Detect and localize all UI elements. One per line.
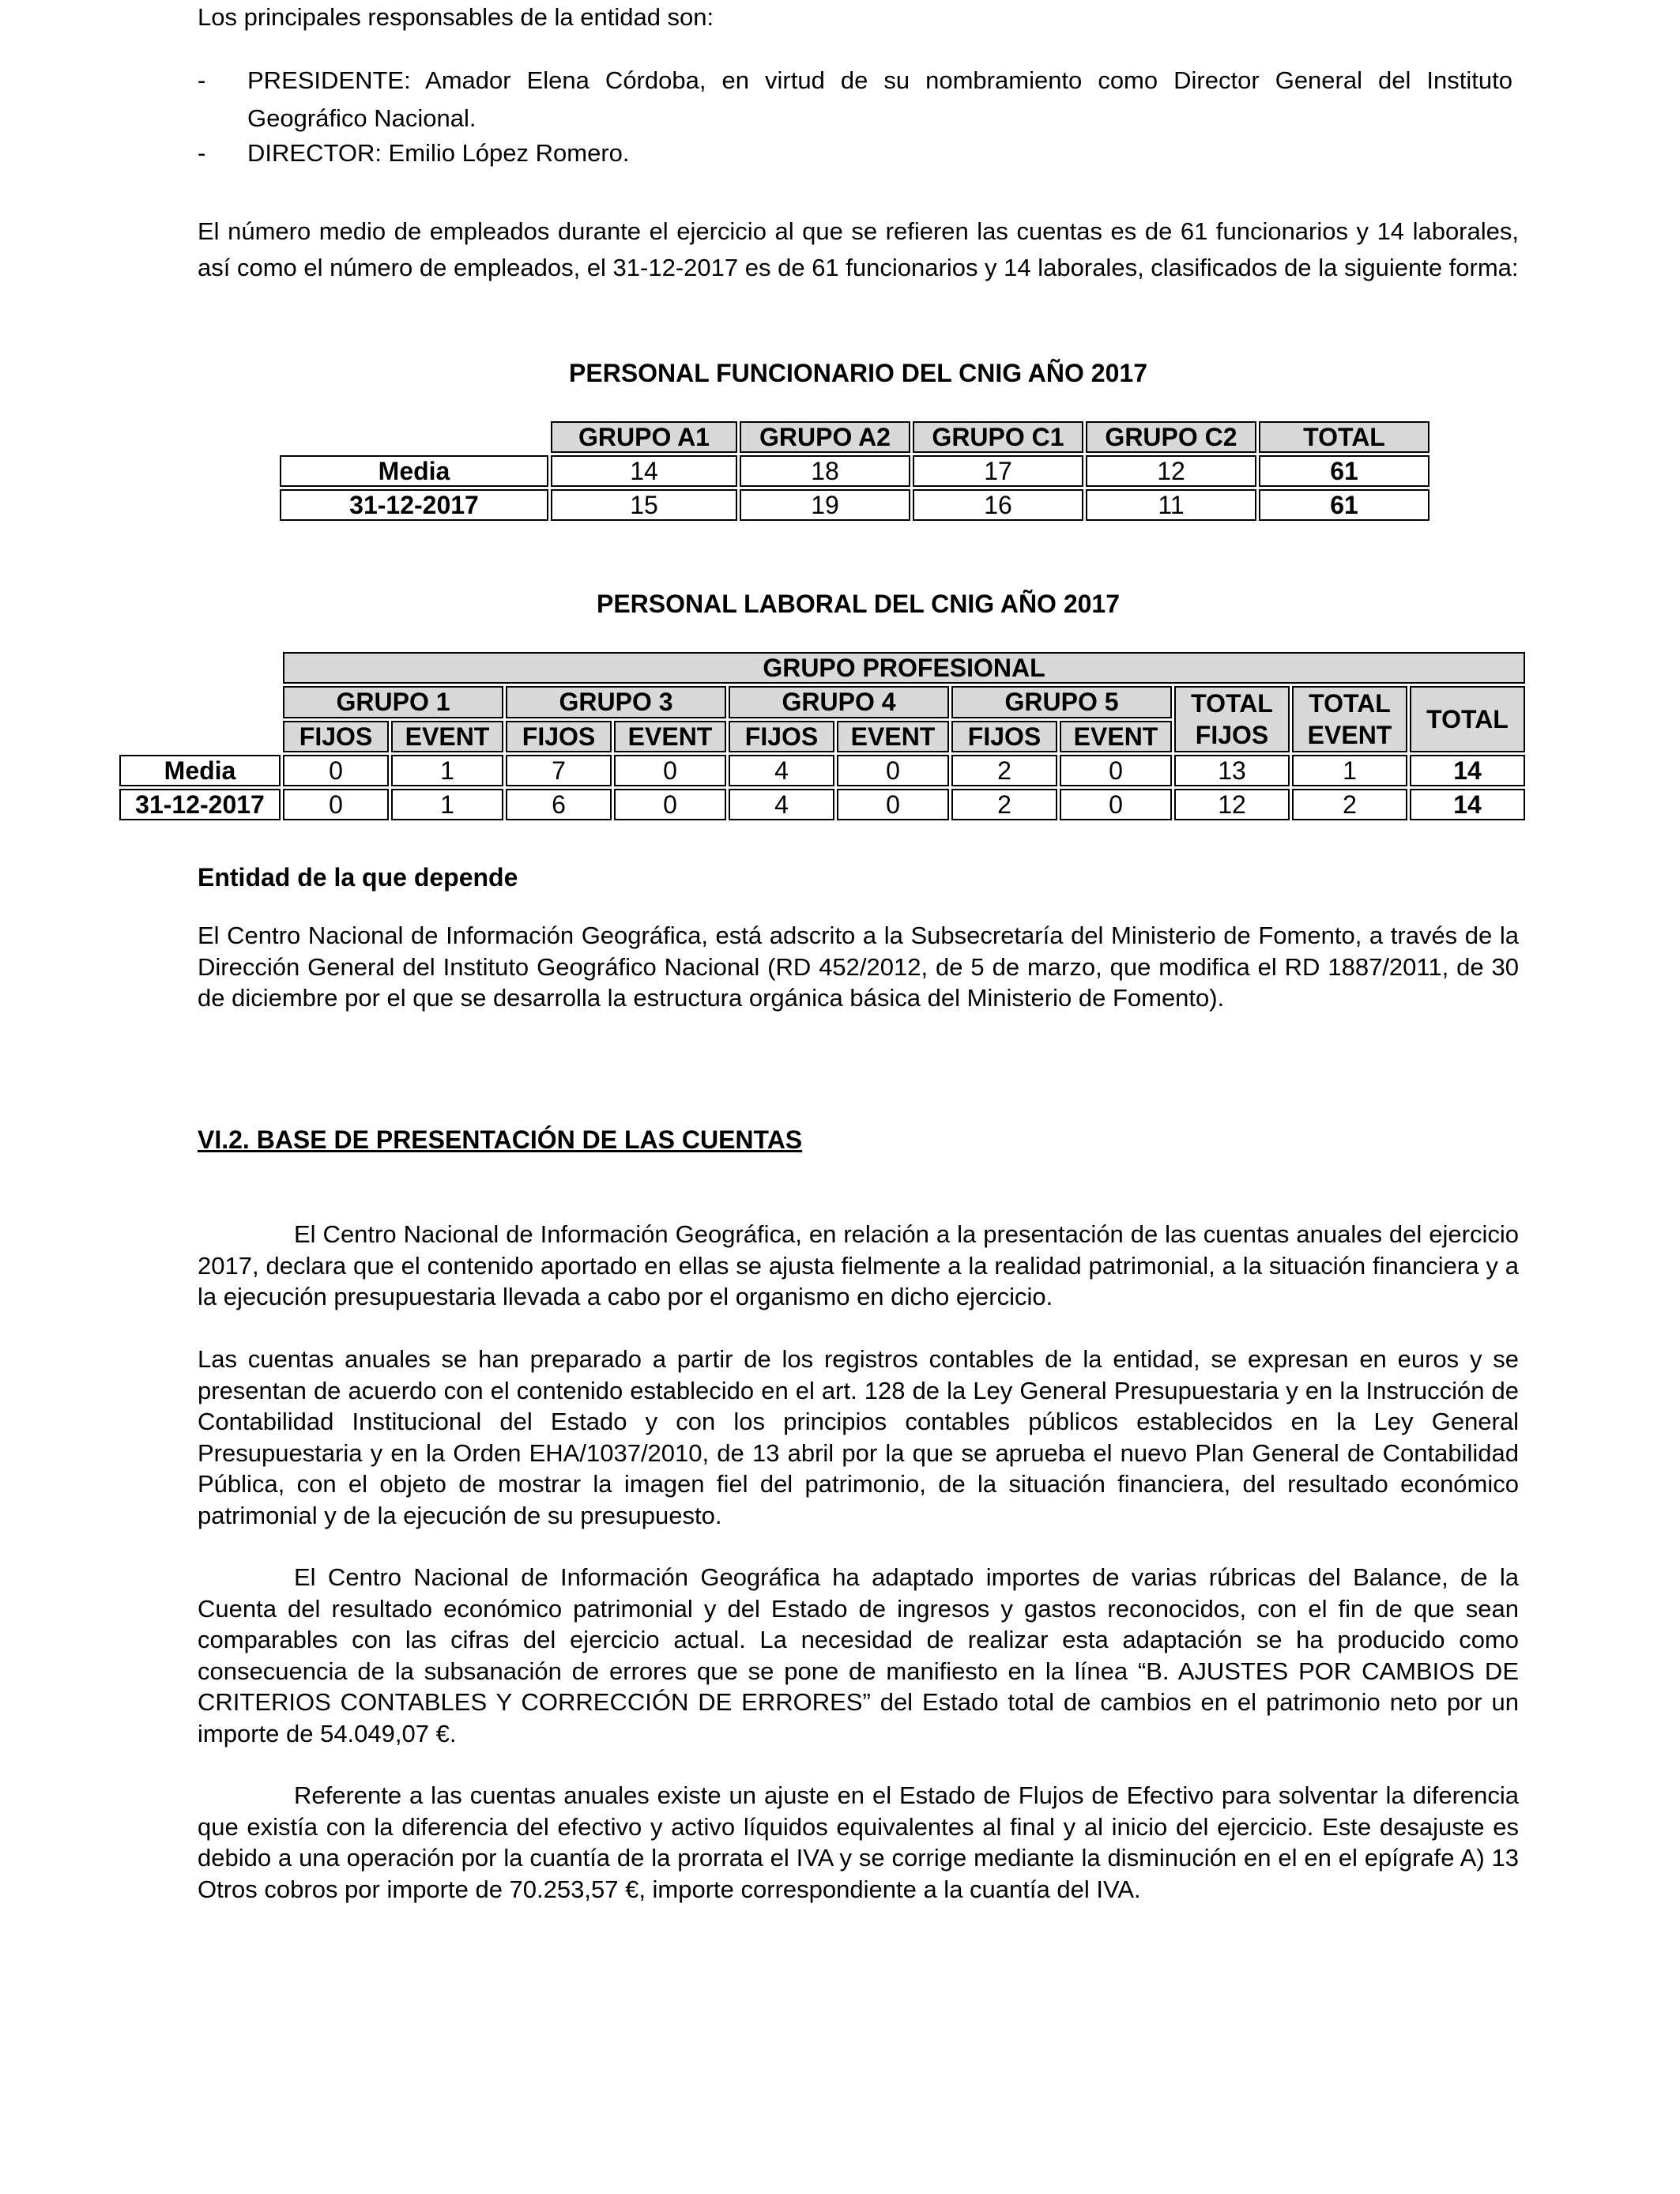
table-cell: 16 (913, 489, 1083, 521)
entidad-paragraph: El Centro Nacional de Información Geográfica, está adscrito a la Subsecretaría del Ministerio de Fomento, a través de la Dirección General del Instituto Geográfico Nacional (RD 452/2012, de 5 de marzo, que modifica el RD 1887/2011, de 30 de diciembre por el que se desarrolla la estructura orgánica básica del Ministerio de Fomento). (198, 922, 1519, 1012)
table-cell: 12 (1086, 455, 1256, 487)
table-cell: 2 (951, 789, 1057, 820)
table-cell: 7 (506, 755, 612, 786)
table-cell-total: 14 (1410, 789, 1525, 820)
table-cell-total: 61 (1259, 489, 1430, 521)
table-cell: 4 (729, 755, 834, 786)
laboral-table (117, 650, 1527, 823)
table-cell: 12 (1174, 789, 1290, 820)
table-cell: 0 (1060, 755, 1172, 786)
list-dash: - (198, 139, 206, 167)
row-label: Media (119, 755, 281, 786)
total-fijos-line2: FIJOS (1195, 721, 1269, 749)
table-cell: 0 (283, 755, 389, 786)
list-item-text: DIRECTOR: Emilio López Romero. (247, 139, 630, 167)
table-cell: 2 (951, 755, 1057, 786)
section-paragraph-1-text: El Centro Nacional de Información Geográfica, en relación a la presentación de las cuentas anuales del ejercicio 2017, declara que el contenido aportado en ellas se ajusta fielmente a la realidad patrimonial, a la situación financiera y a la ejecución presupuestaria llevada a cabo por el organismo en dicho ejercicio. (198, 1220, 1519, 1310)
row-label: 31-12-2017 (280, 489, 548, 521)
total-event-line2: EVENT (1307, 721, 1392, 749)
total-fijos-header (1174, 686, 1290, 752)
table-cell: 13 (1174, 755, 1290, 786)
list-item (198, 62, 1519, 138)
sub-header: FIJOS (729, 721, 834, 753)
table-cell: 0 (837, 755, 949, 786)
row-label: Media (280, 455, 548, 487)
table-cell-total: 14 (1410, 755, 1525, 786)
group-header: GRUPO 3 (506, 686, 726, 718)
table-cell: 2 (1292, 789, 1407, 820)
list-item (198, 134, 1519, 172)
table-cell: 6 (506, 789, 612, 820)
section-paragraph-3-text: El Centro Nacional de Información Geográfica ha adaptado importes de varias rúbricas del Balance, de la Cuenta del resultado económico patrimonial y del Estado de ingresos y gastos reconocidos, con el fin de que sean comparables con las cifras del ejercicio actual. La necesidad de realizar esta adaptación se ha producido como consecuencia de la subsanación de errores que se pone de manifiesto en la línea “B. AJUSTES POR CAMBIOS DE CRITERIOS CONTABLES Y CORRECCIÓN DE ERRORES” del Estado total de cambios en el patrimonio neto por un importe de 54.049,07 €. (198, 1563, 1519, 1747)
table-header: GRUPO A2 (740, 421, 910, 453)
table-header: TOTAL (1259, 421, 1430, 453)
table-header: GRUPO A1 (551, 421, 737, 453)
list-item-text: PRESIDENTE: Amador Elena Córdoba, en virtud de su nombramiento como Director General del Instituto Geográfico Nacional. (247, 66, 1512, 132)
table-cell: 0 (1060, 789, 1172, 820)
super-header: GRUPO PROFESIONAL (283, 652, 1525, 684)
section-paragraph-3 (198, 1562, 1519, 1749)
section-paragraph-4 (198, 1780, 1519, 1905)
table-row (119, 755, 1525, 786)
group-header: GRUPO 4 (729, 686, 949, 718)
table-cell: 0 (837, 789, 949, 820)
table-cell: 0 (614, 789, 726, 820)
table-cell: 0 (614, 755, 726, 786)
table-row (119, 789, 1525, 820)
group-header: GRUPO 5 (951, 686, 1172, 718)
section-paragraph-1 (198, 1219, 1519, 1313)
table1-title: PERSONAL FUNCIONARIO DEL CNIG AÑO 2017 (569, 359, 1147, 387)
table2-title: PERSONAL LABORAL DEL CNIG AÑO 2017 (596, 590, 1121, 618)
section-paragraph-2: Las cuentas anuales se han preparado a partir de los registros contables de la entidad, se expresan en euros y se presentan de acuerdo con el contenido establecido en el art. 128 de la Ley General Presupuestaria y en la Instrucción de Contabilidad Institucional del Estado y con los principios contables públicos establecidos en la Ley General Presupuestaria y en la Orden EHA/1037/2010, de 13 abril por la que se aprueba el nuevo Plan General de Contabilidad Pública, con el objeto de mostrar la imagen fiel del patrimonio, de la situación financiera, del resultado económico patrimonial y de la ejecución de su presupuesto. (198, 1345, 1519, 1529)
table-cell: 1 (1292, 755, 1407, 786)
table-cell: 1 (391, 755, 503, 786)
intro-text: Los principales responsables de la entidad son: (198, 3, 714, 31)
sub-header: EVENT (391, 721, 503, 753)
sub-header: FIJOS (506, 721, 612, 753)
table-cell-total: 61 (1259, 455, 1430, 487)
total-header: TOTAL (1410, 686, 1525, 752)
sub-header: EVENT (837, 721, 949, 753)
table-corner (119, 652, 281, 752)
sub-header: FIJOS (951, 721, 1057, 753)
table-cell: 18 (740, 455, 910, 487)
section-paragraph-4-text: Referente a las cuentas anuales existe un ajuste en el Estado de Flujos de Efectivo para solventar la diferencia que existía con la diferencia del efectivo y activo líquidos equivalentes al final y al inicio del ejercicio. Este desajuste es debido a una operación por la cuantía de la prorrata el IVA y se corrige mediante la disminución en el en el epígrafe A) 13 Otros cobros por importe de 70.253,57 €, importe correspondiente a la cuantía del IVA. (198, 1781, 1519, 1903)
table-cell: 4 (729, 789, 834, 820)
total-event-header (1292, 686, 1407, 752)
group-header: GRUPO 1 (283, 686, 503, 718)
total-event-line1: TOTAL (1309, 689, 1391, 718)
empleados-paragraph: El número medio de empleados durante el ejercicio al que se refieren las cuentas es de 61 funcionarios y 14 laborales, así como el número de empleados, el 31-12-2017 es de 61 funcionarios y 14 laborales, clasificados de la siguiente forma: (198, 217, 1519, 281)
table-corner (280, 421, 548, 453)
sub-header: EVENT (614, 721, 726, 753)
table-cell: 11 (1086, 489, 1256, 521)
table-cell: 17 (913, 455, 1083, 487)
row-label: 31-12-2017 (119, 789, 281, 820)
entidad-heading: Entidad de la que depende (198, 863, 518, 892)
table-cell: 19 (740, 489, 910, 521)
sub-header: FIJOS (283, 721, 389, 753)
total-fijos-line1: TOTAL (1191, 689, 1273, 718)
sub-header: EVENT (1060, 721, 1172, 753)
table-header: GRUPO C1 (913, 421, 1083, 453)
responsables-list (198, 62, 1519, 172)
table-cell: 1 (391, 789, 503, 820)
table-row (280, 455, 1430, 487)
section-heading: VI.2. BASE DE PRESENTACIÓN DE LAS CUENTAS (198, 1125, 803, 1154)
table-cell: 14 (551, 455, 737, 487)
funcionario-table (277, 419, 1432, 523)
table-cell: 15 (551, 489, 737, 521)
table-header: GRUPO C2 (1086, 421, 1256, 453)
list-dash: - (198, 66, 206, 94)
table-cell: 0 (283, 789, 389, 820)
table-row (280, 489, 1430, 521)
